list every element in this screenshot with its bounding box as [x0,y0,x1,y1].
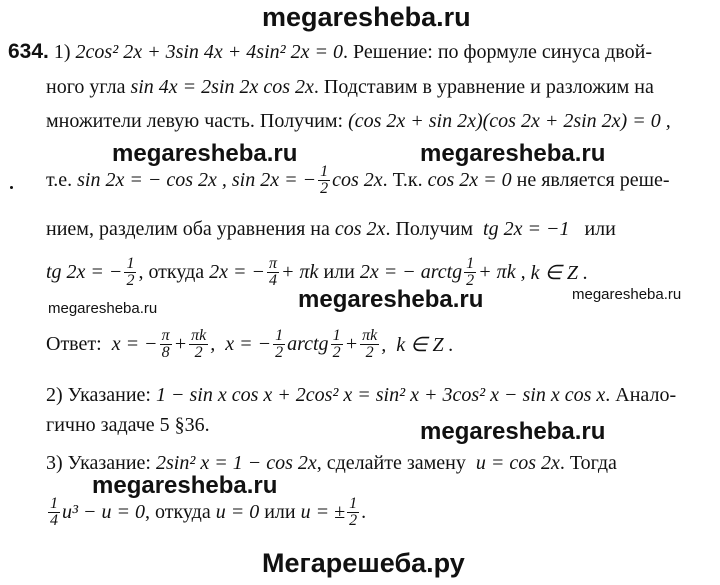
numerator: 1 [349,495,358,512]
numerator: πk [362,327,378,344]
problem-line-3 [46,110,671,133]
text: гично задаче 5 §36. [46,414,210,436]
text: . Т.к. [382,169,423,191]
equation: (cos 2x + sin 2x)(cos 2x + 2sin 2x) = 0 , [348,110,671,132]
watermark-mid-3: megaresheba.ru [298,286,484,313]
equation: cos 2x = 0 [427,169,512,191]
text: т.е. [46,169,73,191]
equation: tg 2x = −1 [483,218,570,240]
text: , откуда [138,261,205,283]
part2-line-1 [46,384,676,407]
text: . Подставим в уравнение и разложим на [313,76,654,98]
text: или [264,501,296,523]
equation: + [173,333,188,355]
text: 2) Указание: [46,384,151,406]
numerator: πk [191,327,207,344]
text: . Тогда [559,452,617,474]
fraction [189,328,208,361]
denominator: 2 [349,512,358,529]
fraction [331,328,343,361]
equation: sin 2x = − cos 2x , sin 2x = − [77,169,317,191]
equation: u³ − u = 0 [62,501,145,523]
watermark-small-2: megaresheba.ru [572,286,682,303]
watermark-small-1: megaresheba.ru [48,300,158,317]
equation: tg 2x = − [46,261,123,283]
problem-line-2 [46,76,654,99]
denominator: 4 [50,512,58,529]
problem-line-1 [8,40,652,64]
denominator: 4 [269,272,278,289]
equation: + [344,333,359,355]
equation: 1 − sin x cos x + 2cos² x = sin² x + 3cos² x − sin x cos x [155,384,606,406]
fraction [160,328,172,361]
numerator: 1 [332,327,341,344]
numerator: 1 [320,163,329,180]
equation: , k ∈ Z . [381,334,454,356]
answer-label: Ответ: [46,333,102,355]
fraction [360,328,379,361]
numerator: π [161,327,170,344]
watermark-mid-4: megaresheba.ru [420,418,606,445]
text: или [323,261,355,283]
text: не является реше- [516,169,670,191]
equation: arctg [287,333,329,355]
problem-number: 634. [8,40,49,63]
denominator: 8 [161,344,170,361]
denominator: 2 [126,272,135,289]
text: нием, разделим оба уравнения на [46,218,330,240]
numerator: 1 [466,255,475,272]
equation: 2x = − arctg [359,261,463,283]
text: , откуда [145,501,211,523]
part3-line-2 [46,496,366,529]
numerator: 1 [275,327,284,344]
part-label: 1) [53,41,71,63]
equation: u = 0 [215,501,260,523]
denominator: 2 [194,344,203,361]
equation: cos 2x [334,218,386,240]
equation: k ∈ Z . [530,262,588,284]
text: или [584,218,616,240]
equation: u = cos 2x [475,452,560,474]
text: 3) Указание: [46,452,151,474]
equation: + πk , [478,261,526,283]
text: множители левую часть. Получим: [46,110,344,132]
denominator: 2 [332,344,341,361]
fraction [124,256,136,289]
text: . Анало- [605,384,677,406]
equation: , x = − [210,333,272,355]
dot-mark [10,186,13,189]
equation: sin 4x = 2sin 2x cos 2x [130,76,314,98]
numerator: 1 [50,495,58,512]
equation: u = ± [300,501,346,523]
denominator: 2 [365,344,374,361]
watermark-mid-1: megaresheba.ru [112,140,298,167]
equation: 2sin² x = 1 − cos 2x [155,452,317,474]
text: ного угла [46,76,126,98]
problem-line-5 [46,218,616,241]
part2-line-2 [46,414,210,437]
denominator: 2 [320,180,329,197]
fraction [464,256,476,289]
problem-line-4 [46,164,670,197]
fraction [347,496,359,529]
watermark-mid-5: megaresheba.ru [92,472,278,499]
equation: + πk [281,261,319,283]
watermark-bottom: Мегарешеба.ру [262,548,465,578]
problem-line-6 [46,256,588,289]
denominator: 2 [466,272,475,289]
numerator: 1 [126,255,135,272]
text: . [361,501,367,523]
denominator: 2 [275,344,284,361]
text: . Решение: по формуле синуса двой- [343,41,652,63]
numerator: π [269,255,278,272]
text: , сделайте замену [316,452,466,474]
equation: x = − [111,333,158,355]
text: . Получим [385,218,474,240]
watermark-top: megaresheba.ru [262,2,471,32]
equation: 2cos² 2x + 3sin 4x + 4sin² 2x = 0 [75,41,343,63]
equation: 2x = − [209,261,266,283]
watermark-mid-2: megaresheba.ru [420,140,606,167]
fraction [318,164,330,197]
equation: cos 2x [332,169,383,191]
fraction [267,256,279,289]
answer-line [46,328,454,361]
fraction [48,496,60,529]
fraction [273,328,285,361]
